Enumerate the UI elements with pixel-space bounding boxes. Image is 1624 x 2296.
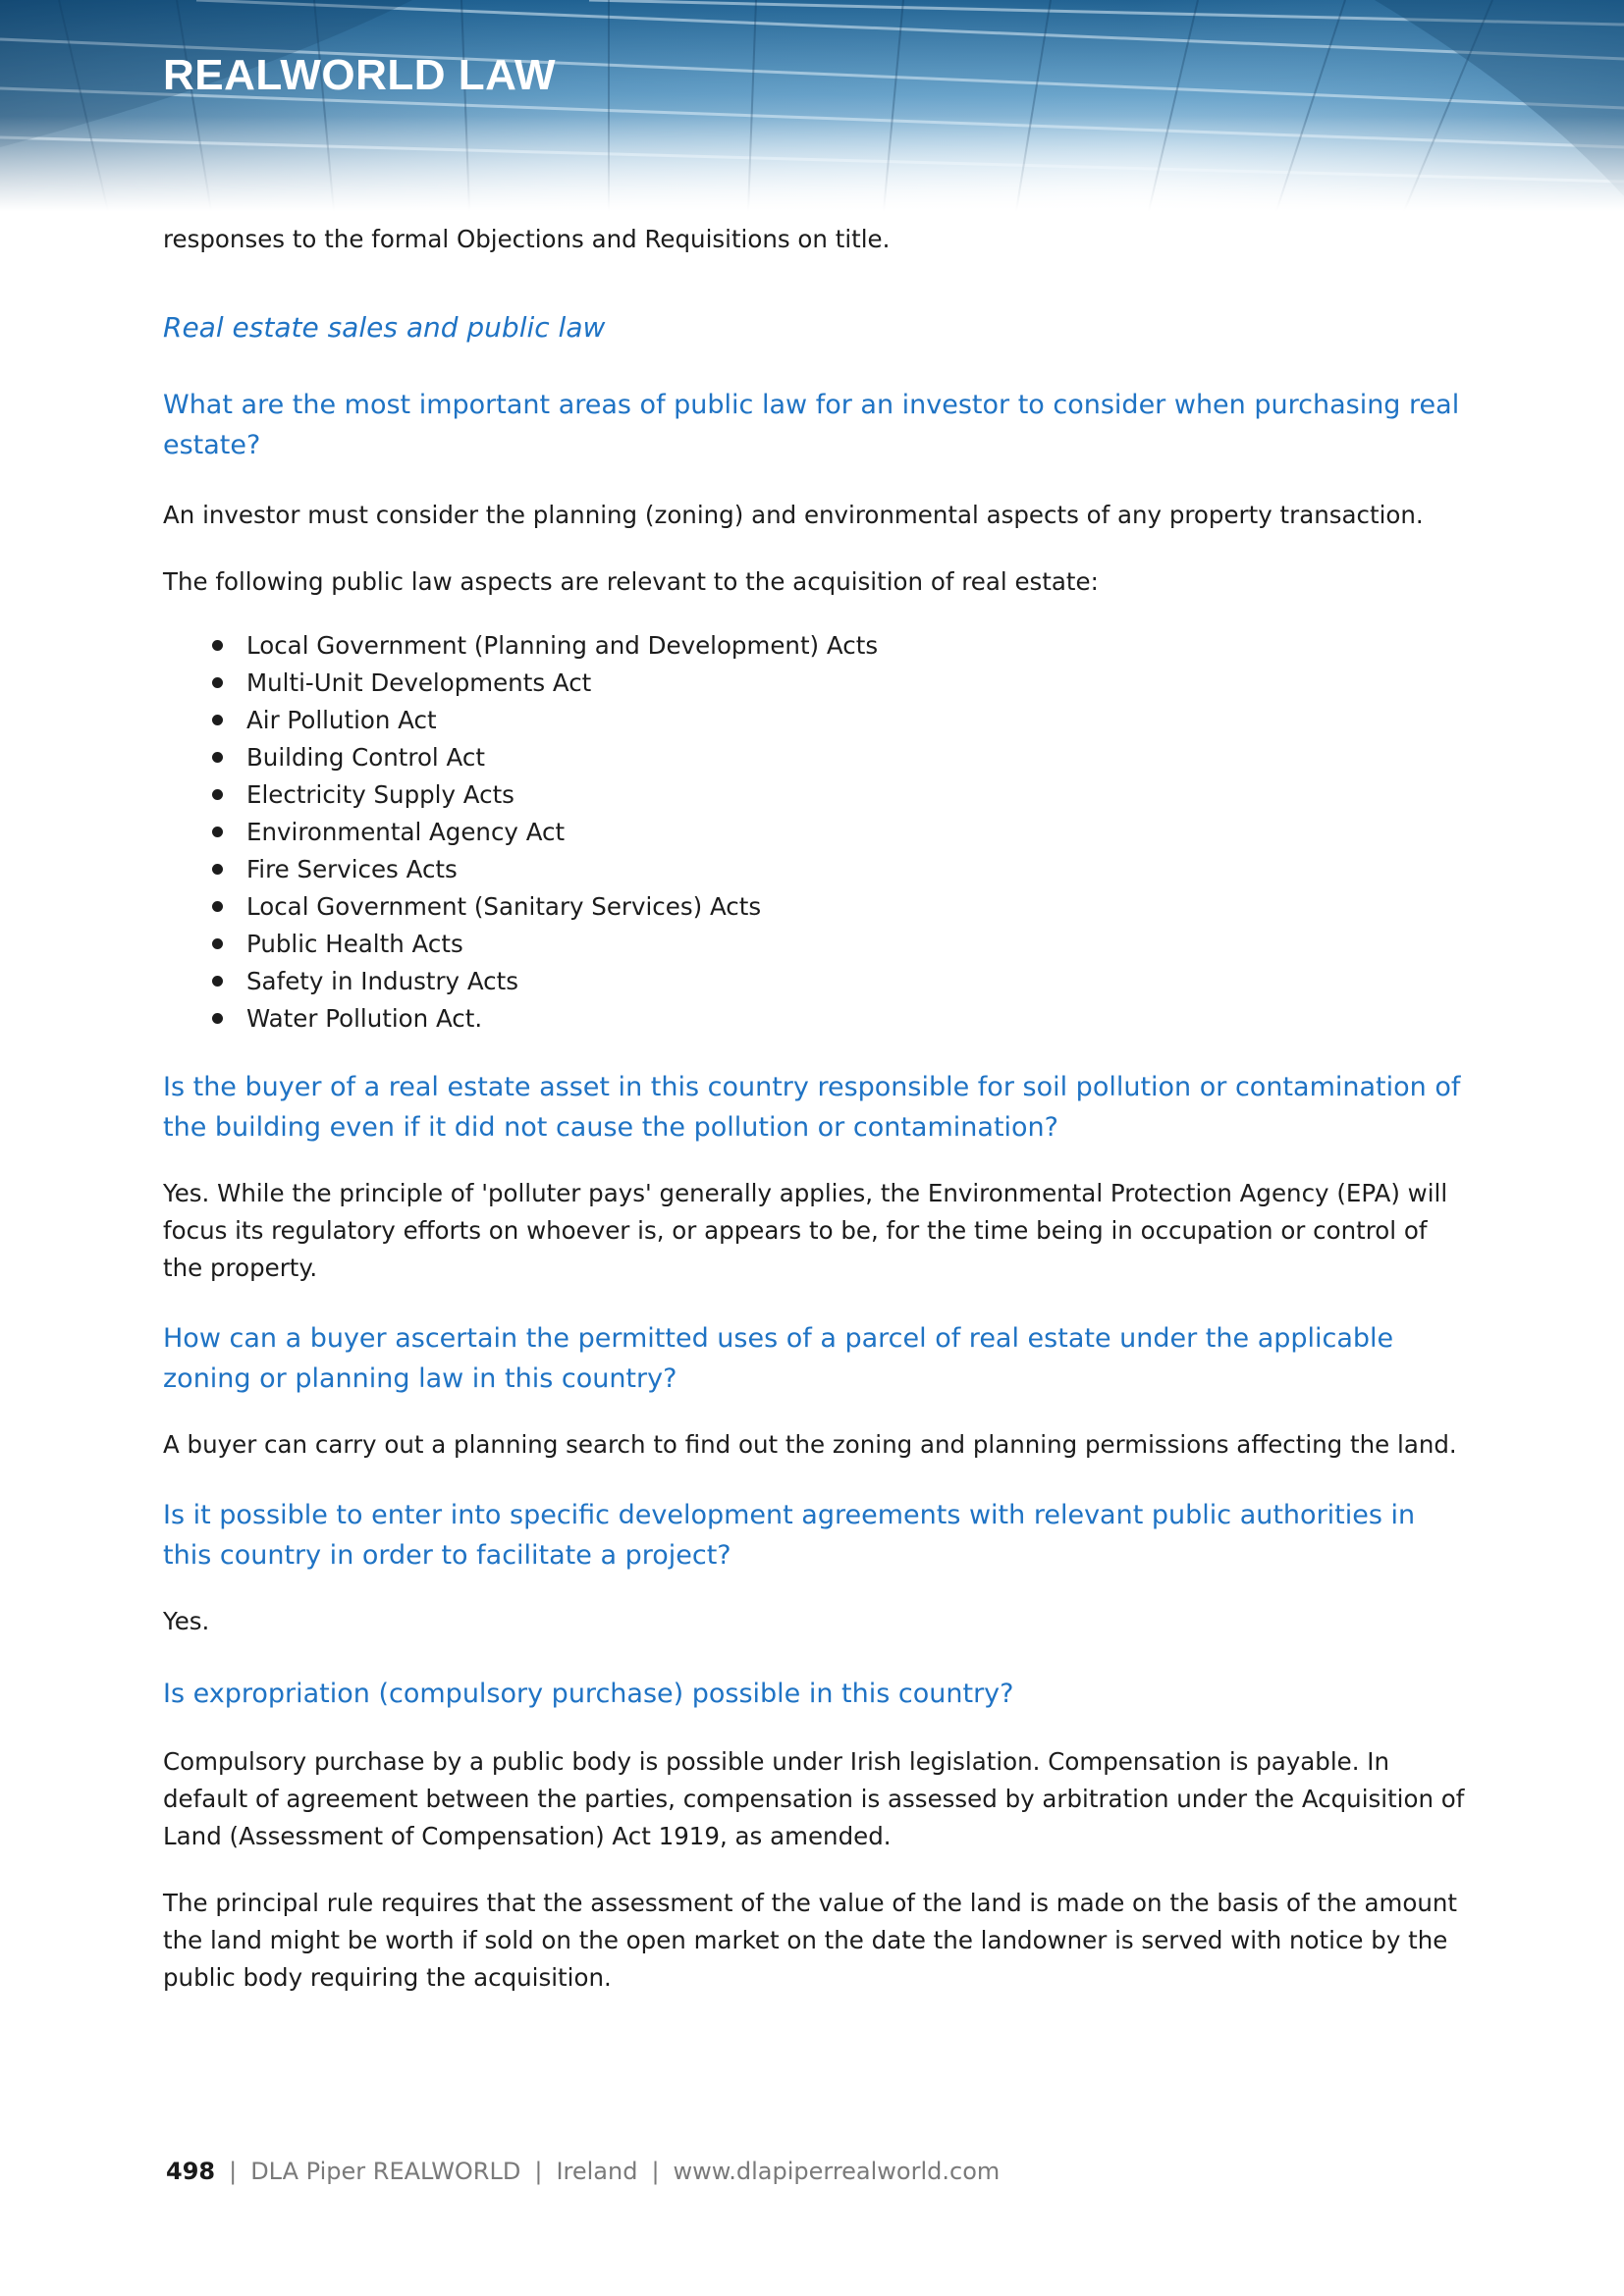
list-item: Air Pollution Act xyxy=(212,702,1469,739)
section-heading: Real estate sales and public law xyxy=(163,311,606,344)
list-item: Electricity Supply Acts xyxy=(212,776,1469,814)
answer-paragraph: A buyer can carry out a planning search to find out the zoning and planning permissions affecting the land. xyxy=(163,1430,1457,1459)
header-building-image xyxy=(0,0,1624,211)
list-item: Local Government (Sanitary Services) Acts xyxy=(212,888,1469,926)
footer-country: Ireland xyxy=(556,2158,638,2185)
question-heading: Is expropriation (compulsory purchase) possible in this country? xyxy=(163,1679,1014,1709)
question-heading: Is the buyer of a real estate asset in this country responsible for soil pollution or contamination of the building even if it did not cause the pollution or contamination? xyxy=(163,1072,1461,1143)
answer-paragraph: Yes. While the principle of 'polluter pays' generally applies, the Environmental Protection Agency (EPA) will focus its regulatory efforts on whoever is, or appears to be, for the time being in occupation or control of the property. xyxy=(163,1179,1448,1282)
intro-paragraph: responses to the formal Objections and Requisitions on title. xyxy=(163,225,891,253)
question-heading: Is it possible to enter into specific development agreements with relevant public authorities in this country in order to facilitate a project? xyxy=(163,1500,1416,1571)
footer-separator: | xyxy=(534,2158,543,2185)
footer-website-link[interactable]: www.dlapiperrealworld.com xyxy=(673,2158,1001,2185)
list-item: Local Government (Planning and Development) Acts xyxy=(212,627,1469,665)
page-footer xyxy=(166,2158,1000,2185)
brand-title: REALWORLD LAW xyxy=(163,51,557,99)
answer-paragraph: The following public law aspects are relevant to the acquisition of real estate: xyxy=(163,567,1099,596)
list-item: Building Control Act xyxy=(212,739,1469,776)
footer-separator: | xyxy=(651,2158,660,2185)
footer-separator: | xyxy=(229,2158,238,2185)
list-item: Environmental Agency Act xyxy=(212,814,1469,851)
document-body xyxy=(163,221,1469,1997)
question-heading: How can a buyer ascertain the permitted uses of a parcel of real estate under the applicable zoning or planning law in this country? xyxy=(163,1323,1394,1394)
answer-paragraph: Compulsory purchase by a public body is possible under Irish legislation. Compensation is payable. In default of agreement between the parties, compensation is assessed by arbitration under the Acquisition of Land (Assessment of Compensation) Act 1919, as amended. xyxy=(163,1747,1465,1850)
page-header xyxy=(0,0,1624,211)
page-number: 498 xyxy=(166,2158,216,2185)
list-item: Multi-Unit Developments Act xyxy=(212,665,1469,702)
question-heading: What are the most important areas of public law for an investor to consider when purchasing real estate? xyxy=(163,390,1460,460)
list-item: Public Health Acts xyxy=(212,926,1469,963)
answer-paragraph: Yes. xyxy=(163,1607,210,1635)
answer-paragraph: The principal rule requires that the assessment of the value of the land is made on the basis of the amount the land might be worth if sold on the open market on the date the landowner is served with notice by the public body requiring the acquisition. xyxy=(163,1889,1457,1992)
answer-paragraph: An investor must consider the planning (zoning) and environmental aspects of any property transaction. xyxy=(163,501,1424,529)
list-item: Safety in Industry Acts xyxy=(212,963,1469,1000)
footer-publication: DLA Piper REALWORLD xyxy=(250,2158,521,2185)
list-item: Water Pollution Act. xyxy=(212,1000,1469,1038)
list-item: Fire Services Acts xyxy=(212,851,1469,888)
acts-list xyxy=(163,627,1469,1038)
